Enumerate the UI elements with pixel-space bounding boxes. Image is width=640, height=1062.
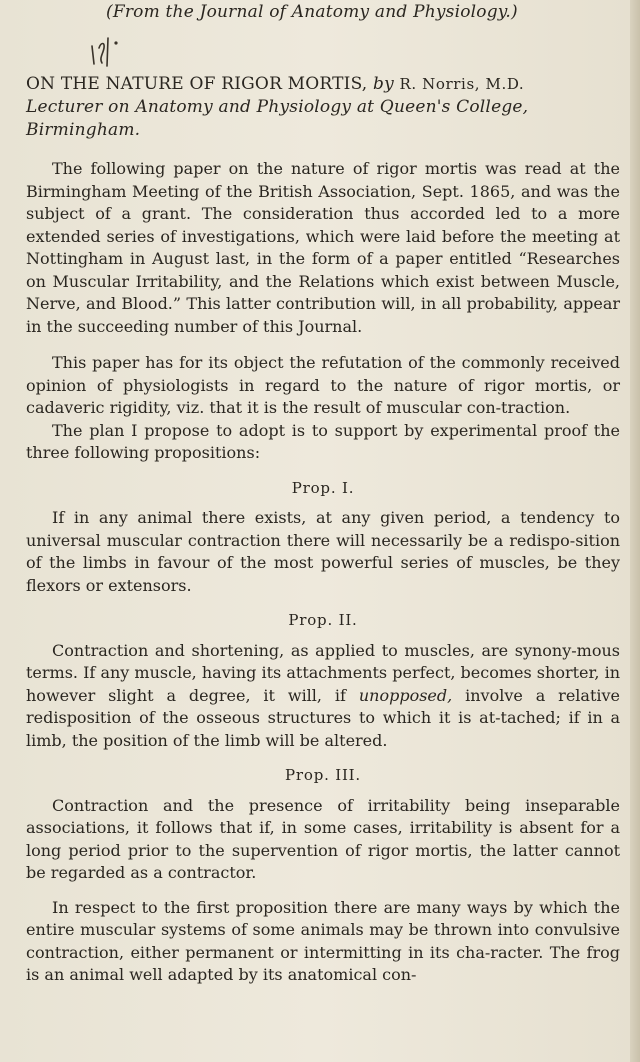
title-by: by [373, 74, 394, 94]
author-affiliation: Lecturer on Anatomy and Physiology at Queen's College, [26, 97, 529, 117]
paragraph: Contraction and shortening, as applied to muscles, are synony-mous terms. If any muscle, having its attachments perfect, becomes shorter, in however slight a degree, it will, if unopposed, involve a relative redisposition of the osseous structures to which it is at-tached; if in a limb, the position of the limb will be altered. [26, 640, 620, 750]
emphasis: unopposed, [358, 685, 453, 705]
title-text: ON THE NATURE OF RIGOR MORTIS, [26, 74, 368, 94]
journal-source-line: (From the Journal of Anatomy and Physiology.) [106, 2, 518, 22]
page-edge [630, 0, 640, 1062]
author-name: R. Norris, M.D. [399, 75, 525, 93]
paragraph: The plan I propose to adopt is to support by experimental proof the three following propositions: [26, 420, 620, 462]
proposition-heading: Prop. I. [291, 478, 355, 497]
paragraph: The following paper on the nature of rigor mortis was read at the Birmingham Meeting of the British Association, Sept. 1865, and was the subject of a grant. The consideration thus accorded led to a more extended series of investigations, which were laid before the meeting at Nottingham in August last, in the form of a paper entitled “Researches on Muscular Irritability, and the Relations which exist between Muscle, Nerve, and Blood.” This latter contribution will, in all probability, appear in the succeeding number of this Journal. [26, 159, 620, 336]
paragraph: If in any animal there exists, at any given period, a tendency to universal muscular contraction there will necessarily be a redispo-sition of the limbs in favour of the most powerful series of muscles, be they flexors or extensors. [26, 508, 620, 595]
proposition-heading: Prop. III. [285, 766, 361, 784]
paragraph: In respect to the first proposition there are many ways by which the entire muscular systems of some animals may be thrown into convulsive contraction, either permanent or intermitting in its cha-racter. The frog is an animal well adapted by its anatomical con- [26, 897, 620, 984]
author-city: Birmingham. [26, 120, 141, 140]
proposition-heading: Prop. II. [288, 611, 358, 629]
article-body [26, 158, 620, 987]
paragraph: This paper has for its object the refutation of the commonly received opinion of physiologists in regard to the nature of rigor mortis, or cadaveric rigidity, viz. that it is the result of muscular con-traction. [26, 353, 620, 417]
article-title [26, 73, 616, 142]
paragraph: Contraction and the presence of irritability being inseparable associations, it follows that if, in some cases, irritability is absent for a long period prior to the supervention of rigor mortis, the latter cannot be regarded as a contractor. [26, 795, 620, 882]
handwritten-mark [86, 34, 132, 70]
